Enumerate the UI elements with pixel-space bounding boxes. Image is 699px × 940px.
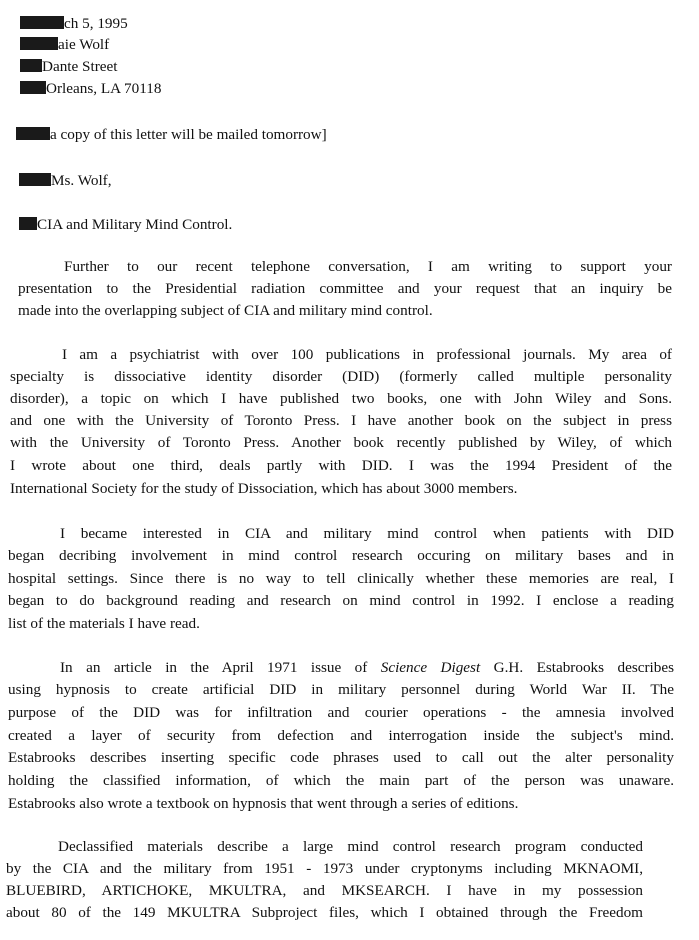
paragraph-line: Estabrooks also wrote a textbook on hypnosis that went through a series of editions. xyxy=(8,795,519,812)
paragraph-line: about 80 of the 149 MKULTRA Subproject files, which I obtained through the Freedom xyxy=(6,904,643,921)
paragraph-line: Estabrooks describes inserting specific code phrases used to call out the alter personality xyxy=(8,749,674,766)
paragraph-line: using hypnosis to create artificial DID in military personnel during World War II. The xyxy=(8,681,674,698)
redaction-bar xyxy=(16,127,50,140)
paragraph-line: and one with the University of Toronto Press. I have another book on the subject in press xyxy=(10,412,672,429)
redaction-bar xyxy=(19,173,51,186)
paragraph-line: presentation to the Presidential radiation committee and your request that an inquiry be xyxy=(18,280,672,297)
paragraph-line: I became interested in CIA and military mind control when patients with DID xyxy=(60,525,674,542)
redaction-bar xyxy=(20,37,58,50)
salutation: Ms. Wolf, xyxy=(19,172,112,190)
paragraph-line: list of the materials I have read. xyxy=(8,615,200,632)
subject-line: CIA and Military Mind Control. xyxy=(19,216,232,234)
paragraph-line: holding the classified information, of which the main part of the person was unaware. xyxy=(8,772,674,789)
paragraph-line: I am a psychiatrist with over 100 publications in professional journals. My area of xyxy=(62,346,672,363)
letter-date: ch 5, 1995 xyxy=(20,15,128,33)
paragraph-line: specialty is dissociative identity disorder (DID) (formerly called multiple personality xyxy=(10,368,672,385)
mail-note: a copy of this letter will be mailed tomorrow] xyxy=(16,126,327,144)
paragraph-line: BLUEBIRD, ARTICHOKE, MKULTRA, and MKSEARCH. I have in my possession xyxy=(6,882,643,899)
redaction-bar xyxy=(20,81,46,94)
paragraph-line: made into the overlapping subject of CIA and military mind control. xyxy=(18,302,433,319)
paragraph-line: hospital settings. Since there is no way to tell clinically whether these memories are real, I xyxy=(8,570,674,587)
redaction-bar xyxy=(20,16,64,29)
paragraph-line: created a layer of security from defection and interrogation inside the subject's mind. xyxy=(8,727,674,744)
paragraph-line: began to do background reading and research on mind control in 1992. I enclose a reading xyxy=(8,592,674,609)
paragraph-line: began decribing involvement in mind control research occuring on military bases and in xyxy=(8,547,674,564)
paragraph-line: In an article in the April 1971 issue of Science Digest G.H. Estabrooks describes xyxy=(60,659,674,676)
redaction-bar xyxy=(20,59,42,72)
paragraph-line: I wrote about one third, deals partly with DID. I was the 1994 President of the xyxy=(10,457,672,474)
recipient-street: Dante Street xyxy=(20,58,118,76)
paragraph-line: with the University of Toronto Press. Another book recently published by Wiley, of which xyxy=(10,434,672,451)
redaction-bar xyxy=(19,217,37,230)
journal-title: Science Digest xyxy=(380,659,481,676)
paragraph-line: purpose of the DID was for infiltration and courier operations - the amnesia involved xyxy=(8,704,674,721)
paragraph-line: International Society for the study of Dissociation, which has about 3000 members. xyxy=(10,480,518,497)
paragraph-line: by the CIA and the military from 1951 - 1973 under cryptonyms including MKNAOMI, xyxy=(6,860,643,877)
recipient-name: aie Wolf xyxy=(20,36,109,54)
paragraph-line: Further to our recent telephone conversation, I am writing to support your xyxy=(64,258,672,275)
paragraph-line: Declassified materials describe a large mind control research program conducted xyxy=(58,838,643,855)
paragraph-line: disorder), a topic on which I have published two books, one with John Wiley and Sons. xyxy=(10,390,672,407)
recipient-city: Orleans, LA 70118 xyxy=(20,80,161,98)
